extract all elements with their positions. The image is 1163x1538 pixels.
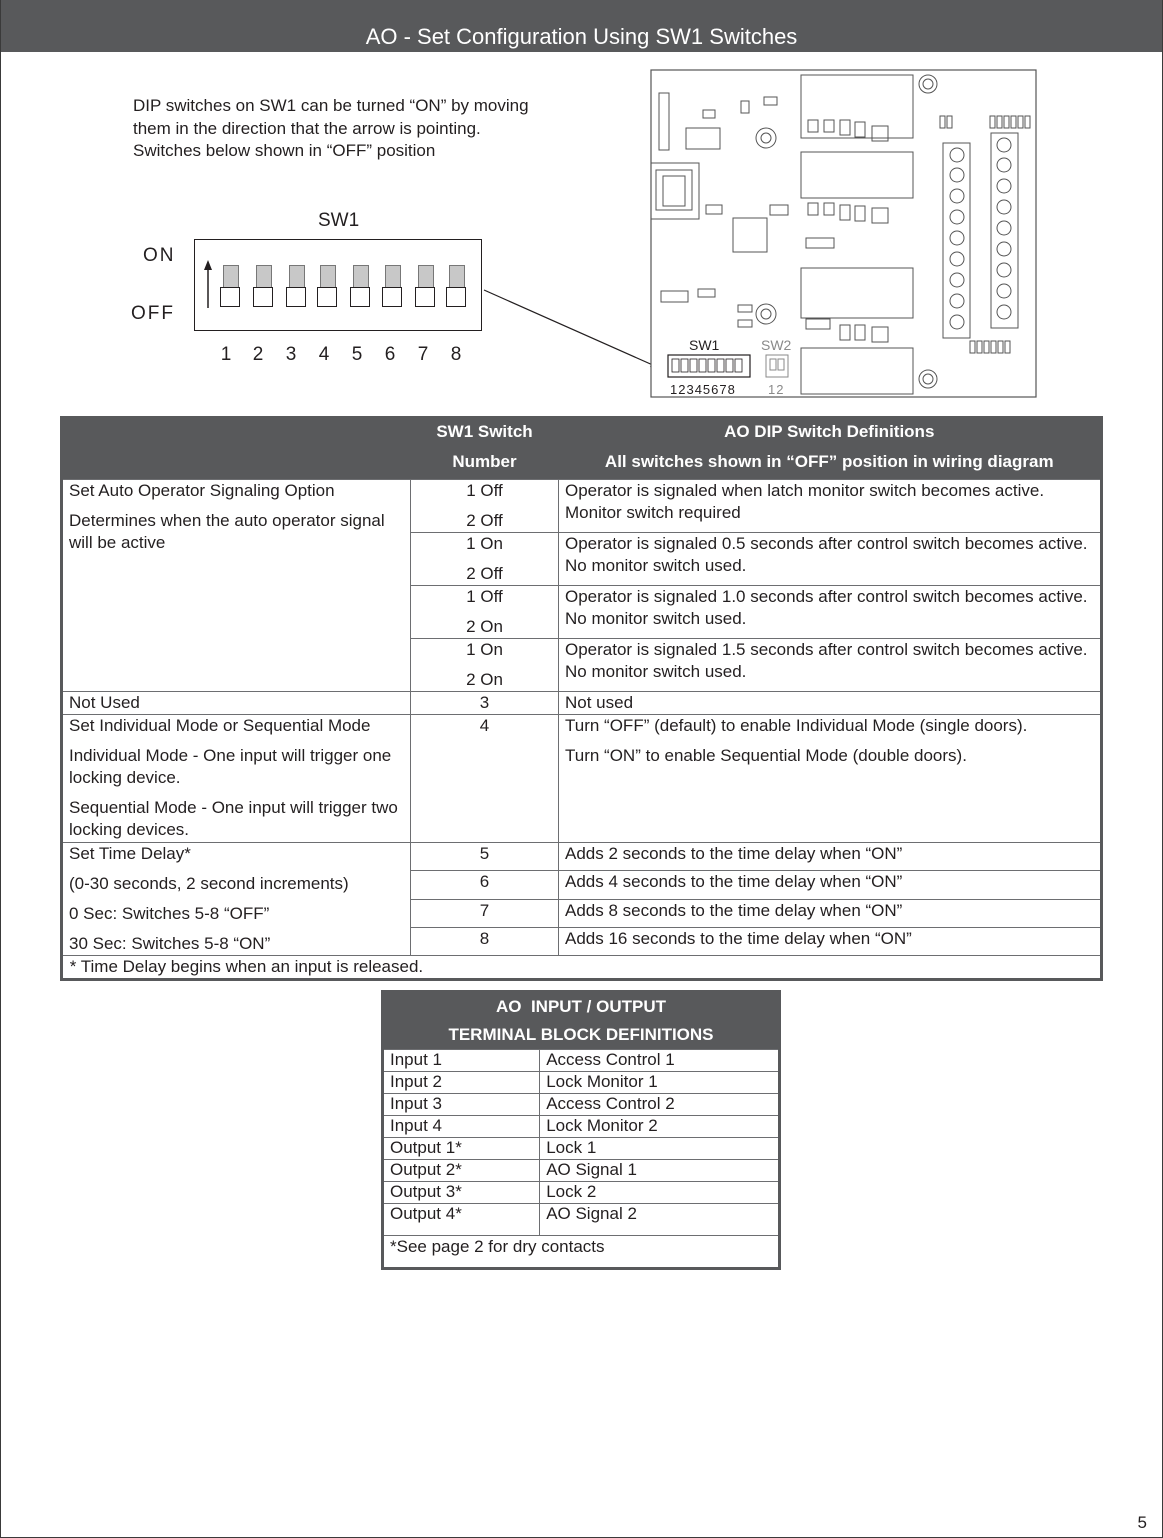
mode-sequential: Sequential Mode - One input will trigger two locking devices. (69, 798, 398, 839)
switch-cell: 1 On 2 On (411, 639, 559, 692)
switch-cell: 8 (411, 927, 559, 955)
table-row (383, 1160, 780, 1182)
switch-cell: 3 (411, 692, 559, 715)
dip-switch-6 (382, 265, 402, 307)
definition-cell: Access Control 1 (540, 1050, 780, 1072)
mode-title: Set Individual Mode or Sequential Mode (69, 716, 371, 735)
dip-switch-4 (317, 265, 337, 307)
definition-cell: Operator is signaled when latch monitor switch becomes active. Monitor switch required (559, 480, 1102, 533)
definition-cell: AO Signal 2 (540, 1204, 780, 1236)
table-row (383, 1050, 780, 1072)
switch-number: 6 (384, 344, 396, 365)
on-label: ON (143, 245, 176, 266)
definition-cell: Adds 8 seconds to the time delay when “ON” (559, 899, 1102, 927)
mode-individual: Individual Mode - One input will trigger one locking device. (69, 746, 392, 787)
board-sw1-numbers: 12345678 (670, 382, 736, 397)
signaling-title: Set Auto Operator Signaling Option (69, 481, 335, 500)
time-delay-thirty: 30 Sec: Switches 5-8 “ON” (69, 934, 271, 953)
terminal-cell: Input 3 (383, 1094, 540, 1116)
dip-switch-5 (350, 265, 370, 307)
switch-cell: 1 On 2 Off (411, 533, 559, 586)
definition-cell: Lock Monitor 2 (540, 1116, 780, 1138)
definition-cell: Adds 4 seconds to the time delay when “ON” (559, 871, 1102, 899)
page-header (1, 0, 1162, 52)
table-row (383, 1138, 780, 1160)
circuit-board-illustration (480, 60, 1040, 405)
dip-definitions-table (60, 416, 1103, 981)
board-sw2-label: SW2 (761, 337, 792, 353)
definition-cell: Not used (559, 692, 1102, 715)
table-footnote-row (62, 956, 1102, 980)
page-number: 5 (1137, 1513, 1147, 1532)
terminal-cell: Input 2 (383, 1072, 540, 1094)
table-row (62, 843, 1102, 871)
definition-cell: Adds 2 seconds to the time delay when “ON” (559, 843, 1102, 871)
not-used-label: Not Used (62, 692, 411, 715)
switch-number: 4 (318, 344, 330, 365)
definition-cell: Lock 2 (540, 1182, 780, 1204)
switch-number: 5 (351, 344, 363, 365)
switch-number: 7 (417, 344, 429, 365)
terminal-cell: Input 4 (383, 1116, 540, 1138)
board-sw1-label: SW1 (689, 337, 720, 353)
time-delay-zero: 0 Sec: Switches 5-8 “OFF” (69, 904, 270, 923)
time-delay-range: (0-30 seconds, 2 second increments) (69, 874, 349, 893)
io-title-line1: AO INPUT / OUTPUT (383, 992, 780, 1022)
dip-switch-block (194, 239, 482, 331)
sw1-diagram-title: SW1 (318, 210, 360, 231)
definition-cell: AO Signal 1 (540, 1160, 780, 1182)
table-row (62, 692, 1102, 715)
io-footnote: *See page 2 for dry contacts (383, 1236, 780, 1269)
intro-line: them in the direction that the arrow is pointing. (133, 118, 481, 138)
switch-cell: 5 (411, 843, 559, 871)
definition-cell: Operator is signaled 1.0 seconds after control switch becomes active. No monitor switch used. (559, 586, 1102, 639)
pointer-line (484, 290, 655, 366)
table-header-row-1 (62, 418, 1102, 450)
table-row (383, 1094, 780, 1116)
switch-cell: 1 Off 2 Off (411, 480, 559, 533)
terminal-cell: Output 3* (383, 1182, 540, 1204)
intro-line: Switches below shown in “OFF” position (133, 141, 436, 160)
header-definitions-sub: All switches shown in “OFF” position in wiring diagram (559, 449, 1102, 480)
switch-cell: 4 (411, 715, 559, 843)
io-footnote-row (383, 1236, 780, 1269)
table-row (62, 715, 1102, 843)
time-delay-title: Set Time Delay* (69, 844, 191, 863)
dip-switch-7 (415, 265, 435, 307)
table-row (383, 1116, 780, 1138)
definition-cell: Operator is signaled 0.5 seconds after control switch becomes active. No monitor switch used. (559, 533, 1102, 586)
signaling-group-cell (62, 480, 411, 692)
terminal-cell: Output 4* (383, 1204, 540, 1236)
definition-cell: Turn “OFF” (default) to enable Individual Mode (single doors). Turn “ON” to enable Sequential Mode (double doors). (559, 715, 1102, 843)
terminal-cell: Output 1* (383, 1138, 540, 1160)
definition-cell: Access Control 2 (540, 1094, 780, 1116)
table-header-row-2 (62, 449, 1102, 480)
table-row (383, 1072, 780, 1094)
switch-cell: 7 (411, 899, 559, 927)
terminal-cell: Output 2* (383, 1160, 540, 1182)
dip-switch-2 (253, 265, 273, 307)
intro-line: DIP switches on SW1 can be turned “ON” by moving (133, 96, 529, 115)
definition-cell: Operator is signaled 1.5 seconds after control switch becomes active. No monitor switch used. (559, 639, 1102, 692)
header-definitions: AO DIP Switch Definitions (559, 418, 1102, 450)
dip-switch-8 (446, 265, 466, 307)
table-row (383, 1182, 780, 1204)
switch-cell: 6 (411, 871, 559, 899)
table-row (383, 1204, 780, 1236)
dip-switch-3 (286, 265, 306, 307)
switch-cell: 1 Off 2 On (411, 586, 559, 639)
signaling-desc: Determines when the auto operator signal will be active (69, 511, 385, 552)
dip-switch-1 (220, 265, 240, 307)
board-sw2-numbers: 12 (768, 382, 785, 397)
time-delay-cell (62, 843, 411, 956)
switch-number: 8 (450, 344, 462, 365)
header-switch-number: SW1 Switch (411, 418, 559, 450)
definition-cell: Lock 1 (540, 1138, 780, 1160)
definition-cell: Lock Monitor 1 (540, 1072, 780, 1094)
io-definitions-table (381, 990, 781, 1270)
header-switch-number-sub: Number (411, 449, 559, 480)
table-row (62, 480, 1102, 533)
switch-number: 1 (220, 344, 232, 365)
switch-number: 2 (252, 344, 264, 365)
off-label: OFF (131, 303, 175, 324)
switch-number: 3 (285, 344, 297, 365)
up-arrow-icon (202, 260, 214, 310)
page-title: AO - Set Configuration Using SW1 Switches (365, 24, 798, 49)
definition-cell: Adds 16 seconds to the time delay when “ON” (559, 927, 1102, 955)
mode-cell (62, 715, 411, 843)
time-delay-footnote: * Time Delay begins when an input is released. (62, 956, 1102, 980)
io-title-line2: TERMINAL BLOCK DEFINITIONS (383, 1021, 780, 1050)
terminal-cell: Input 1 (383, 1050, 540, 1072)
